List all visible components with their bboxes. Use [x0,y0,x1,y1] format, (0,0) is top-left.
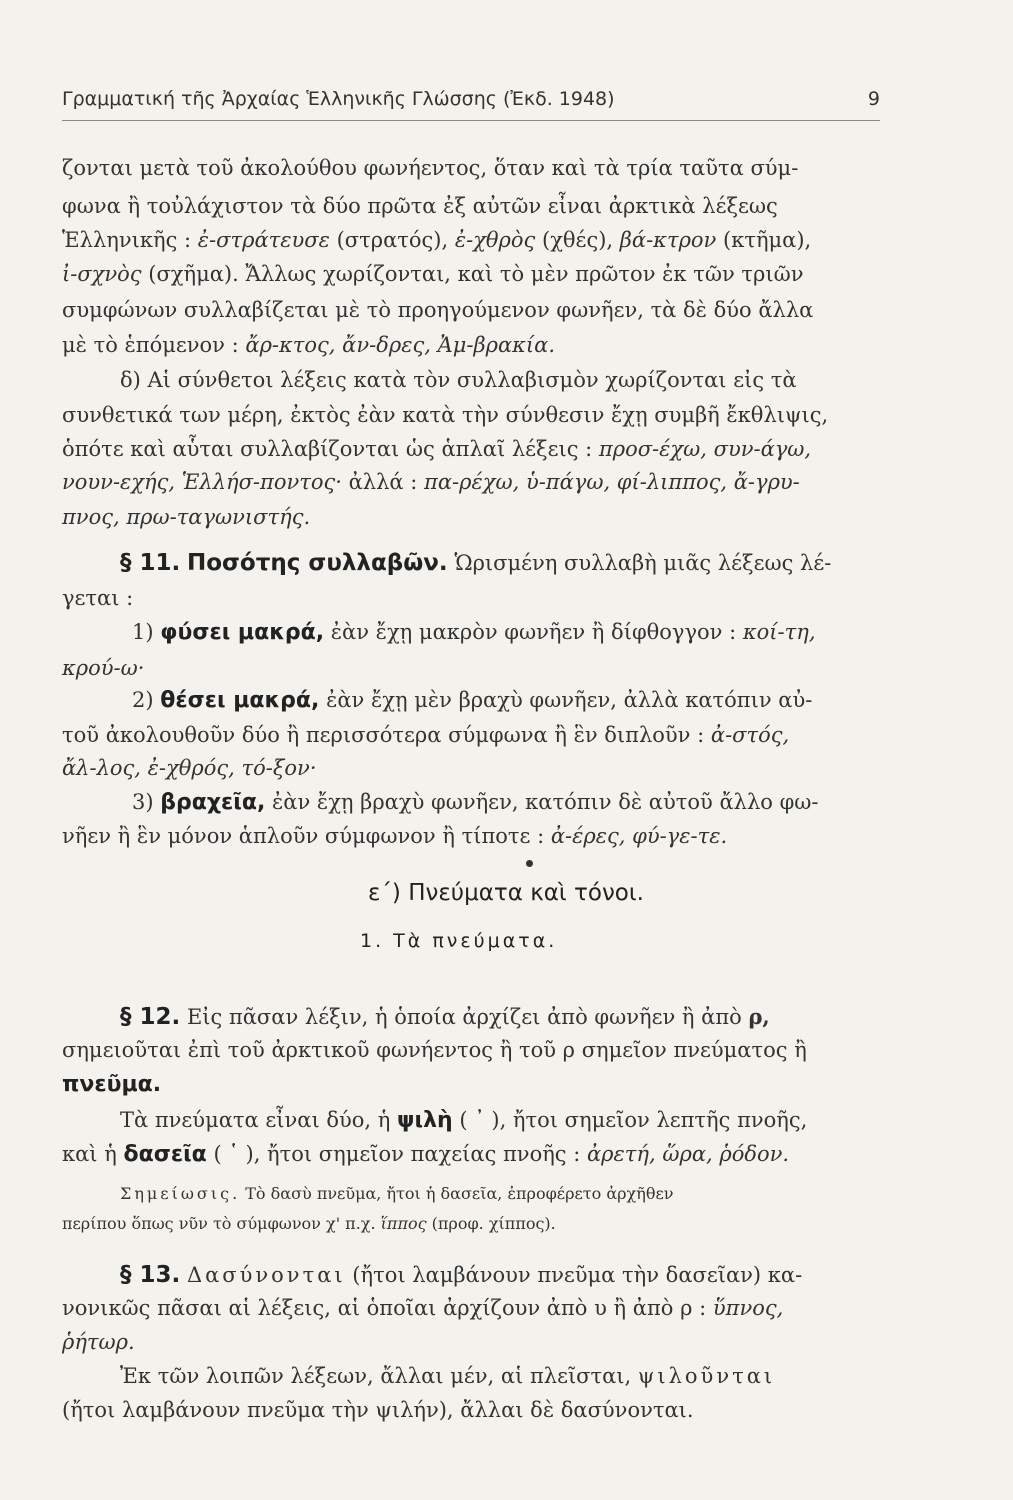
text-line: νουν-εχής, Ἑλλήσ-ποντος· ἀλλά : πα-ρέχω, ὑ-πάγω, φί-λιππος, ἄ-γρυ- [62,470,800,494]
item-2: 2) θέσει μακρά, ἐὰν ἔχῃ μὲν βραχὺ φωνῆεν, ἀλλὰ κατόπιν αὐ- [132,688,813,713]
section-11-heading: § 11. Ποσότης συλλαβῶν. Ὡρισμένη συλλαβὴ μιᾶς λέξεως λέ- [120,550,832,576]
section-13: § 13. Δασύνονται (ἤτοι λαμβάνουν πνεῦμα τὴν δασεῖαν) κα- [120,1262,803,1288]
text-line: δ) Αἱ σύνθετοι λέξεις κατὰ τὸν συλλαβισμὸν χωρίζονται εἰς τὰ [120,368,797,392]
text-line: σημειοῦται ἐπὶ τοῦ ἀρκτικοῦ φωνήεντος ἢ τοῦ ρ σημεῖον πνεύματος ἢ [62,1038,807,1062]
header-rule [62,120,880,121]
text-line: συνθετικά των μέρη, ἐκτὸς ἐὰν κατὰ τὴν σύνθεσιν ἔχῃ συμβῆ ἔκθλιψις, [62,403,829,427]
text-line: ῥήτωρ. [62,1330,135,1354]
text-line: ἰ-σχνὸς (σχῆμα). Ἄλλως χωρίζονται, καὶ τὸ μὲν πρῶτον ἐκ τῶν τριῶν [62,262,804,286]
text-line: τοῦ ἀκολουθοῦν δύο ἢ περισσότερα σύμφωνα ἢ ἓν διπλοῦν : ἀ-στός, [62,723,790,747]
text-line: Τὰ πνεύματα εἶναι δύο, ἡ ψιλὴ ( ᾿ ), ἤτοι σημεῖον λεπτῆς πνοῆς, [120,1108,808,1133]
text-line: ἄλ-λος, ἐ-χθρός, τό-ξον· [62,756,317,780]
subchapter-heading: 1. Τὰ πνεύματα. [360,930,558,952]
text-line: νῆεν ἢ ἓν μόνον ἁπλοῦν σύμφωνον ἢ τίποτε : ἀ-έρες, φύ-γε-τε. [62,824,728,848]
text-line: μὲ τὸ ἑπόμενον : ἄρ-κτος, ἄν-δρες, Ἀμ-βρακία. [62,333,556,357]
text-line: πνεῦμα. [62,1072,162,1097]
header-title: Γραμματική τῆς Ἀρχαίας Ἑλληνικῆς Γλώσσης (Ἐκδ. 1948) [62,88,615,110]
section-12: § 12. Εἰς πᾶσαν λέξιν, ἡ ὁποία ἀρχίζει ἀπὸ φωνῆεν ἢ ἀπὸ ρ, [120,1004,770,1030]
text-line: ζονται μετὰ τοῦ ἀκολούθου φωνήεντος, ὅταν καὶ τὰ τρία ταῦτα σύμ- [62,156,799,180]
separator-dot [526,860,533,867]
text-line: Ἐκ τῶν λοιπῶν λέξεων, ἄλλαι μέν, αἱ πλεῖσται, ψιλοῦνται [120,1364,776,1388]
text-line: κρού-ω· [62,656,145,680]
page-number: 9 [867,88,880,110]
item-3: 3) βραχεῖα, ἐὰν ἔχῃ βραχὺ φωνῆεν, κατόπιν δὲ αὐτοῦ ἄλλο φω- [132,790,819,815]
text-line: (ἤτοι λαμβάνουν πνεῦμα τὴν ψιλήν), ἄλλαι δὲ δασύνονται. [62,1398,694,1422]
note: Σημείωσις. Τὸ δασὺ πνεῦμα, ἤτοι ἡ δασεῖα, ἐπροφέρετο ἀρχῆθεν [120,1184,674,1203]
running-header [62,88,880,110]
note-line: περίπου ὅπως νῦν τὸ σύμφωνον χ' π.χ. ἵππος (προφ. χίππος). [62,1214,556,1233]
text-line: νονικῶς πᾶσαι αἱ λέξεις, αἱ ὁποῖαι ἀρχίζουν ἀπὸ υ ἢ ἀπὸ ρ : ὕπνος, [62,1296,784,1320]
text-line: φωνα ἢ τοὐλάχιστον τὰ δύο πρῶτα ἐξ αὐτῶν εἶναι ἀρκτικὰ λέξεως [62,194,778,218]
text-line: Ἑλληνικῆς : ἐ-στράτευσε (στρατός), ἐ-χθρὸς (χθές), βά-κτρον (κτῆμα), [62,228,812,252]
item-1: 1) φύσει μακρά, ἐὰν ἔχῃ μακρὸν φωνῆεν ἢ δίφθογγον : κοί-τη, [132,620,816,645]
text-line: πνος, πρω-ταγωνιστής. [62,505,311,529]
chapter-heading: ε΄) Πνεύματα καὶ τόνοι. [368,880,644,906]
text-line: ὁπότε καὶ αὗται συλλαβίζονται ὡς ἁπλαῖ λέξεις : προσ-έχω, συν-άγω, [62,437,812,461]
text-line: συμφώνων συλλαβίζεται μὲ τὸ προηγούμενον φωνῆεν, τὰ δὲ δύο ἄλλα [62,298,814,322]
text-line: καὶ ἡ δασεῖα ( ῾ ), ἤτοι σημεῖον παχείας πνοῆς : ἀρετή, ὥρα, ῥόδον. [62,1142,790,1167]
text-line: γεται : [62,586,134,610]
